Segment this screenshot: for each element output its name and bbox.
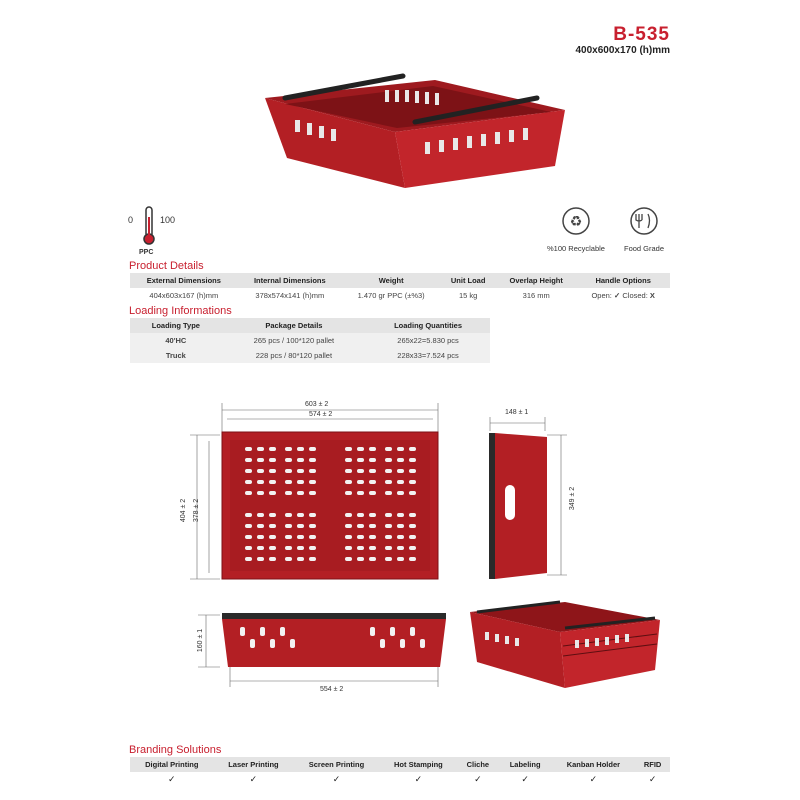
table-row [130,348,490,363]
crate-slot [345,546,352,550]
crate-slot [297,447,304,451]
check-icon: ✓ [414,774,423,784]
crate-slot [269,447,276,451]
loading-type-cell: Truck [130,348,222,363]
branding-digital-printing: Digital Printing [130,757,214,772]
handle-options-value [576,288,670,303]
crate-slot [245,524,252,528]
crate-slot [269,546,276,550]
crate-slot [385,458,392,462]
crate-slot [357,480,364,484]
crate-slot [397,524,404,528]
crate-slot [260,627,265,636]
crate-slot [369,491,376,495]
crate-slot [297,546,304,550]
crate-slot [245,557,252,561]
branding-title: Branding Solutions [129,744,222,756]
crate-slot [409,513,416,517]
branding-labeling: Labeling [499,757,552,772]
crate-slot [269,524,276,528]
dim-inner-depth: 378 ± 2 [193,498,201,523]
crate-slot [385,557,392,561]
crate-slot [245,480,252,484]
crate-slot [409,535,416,539]
dim-side-height: 349 ± 2 [569,486,577,511]
crate-slot [297,469,304,473]
crate-slot [309,557,316,561]
crate-slot [409,557,416,561]
crate-slot [245,491,252,495]
loading-type-cell: 40'HC [130,333,222,348]
crate-slot [257,480,264,484]
branding-screen-printing: Screen Printing [293,757,379,772]
crate-slot [369,546,376,550]
crate-slot [285,458,292,462]
handle-open-mark: ✓ [613,291,621,300]
crate-slot [345,513,352,517]
crate-slot [400,639,405,648]
crate-slot [285,524,292,528]
side-view-drawing [485,415,575,585]
crate-slot [380,639,385,648]
check-icon: ✓ [249,774,258,784]
crate-slot [345,469,352,473]
crate-slot [385,546,392,550]
product-details-title: Product Details [129,260,204,272]
loading-quantity-cell: 228x33=7.524 pcs [366,348,490,363]
crate-slot [297,513,304,517]
weight-value: 1.470 gr PPC (±%3) [357,291,425,300]
crate-slot [397,480,404,484]
dim-front-width: 554 ± 2 [320,686,344,693]
overlap-height-value: 316 mm [522,291,550,300]
crate-slot [309,447,316,451]
header-unit-load: Unit Load [440,273,496,288]
branding-kanban-holder: Kanban Holder [552,757,636,772]
header-package-details: Package Details [222,318,366,333]
crate-slot [409,458,416,462]
crate-slot [370,627,375,636]
table-row [130,333,490,348]
crate-slot [385,513,392,517]
crate-slot [245,458,252,462]
loading-info-title: Loading Informations [129,305,232,317]
package-details-cell: 265 pcs / 100*120 pallet [222,333,366,348]
crate-slot [285,535,292,539]
crate-slot [390,627,395,636]
check-icon: ✓ [332,774,341,784]
handle-open-label: Open: [591,291,612,300]
crate-slot [345,458,352,462]
product-details-table [130,273,670,303]
crate-slot [269,458,276,462]
crate-slot [397,546,404,550]
handle-closed-mark: X [649,291,655,300]
header-handle-options: Handle Options [576,273,670,288]
crate-slot [409,524,416,528]
crate-slot [285,480,292,484]
crate-slot [397,513,404,517]
crate-slot [357,447,364,451]
crate-slot [285,513,292,517]
header-external-dimensions: External Dimensions [130,273,238,288]
crate-slot [409,447,416,451]
crate-slot [297,557,304,561]
crate-slot [297,535,304,539]
crate-slot [309,535,316,539]
crate-slot [269,491,276,495]
crate-slot [345,557,352,561]
crate-slot [385,480,392,484]
crate-slot [369,557,376,561]
product-size: 400x600x170 (h)mm [575,45,670,56]
dim-outer-width: 603 ± 2 [305,401,329,408]
crate-slot [369,480,376,484]
crate-slot [280,627,285,636]
header-loading-quantities: Loading Quantities [366,318,490,333]
crate-slot [345,447,352,451]
crate-slot [309,480,316,484]
crate-slot [245,546,252,550]
crate-slot [269,535,276,539]
crate-slot [369,458,376,462]
crate-slot [297,480,304,484]
header-overlap-height: Overlap Height [496,273,576,288]
crate-slot [357,535,364,539]
crate-slot [385,524,392,528]
crate-slot [285,469,292,473]
crate-slot [297,524,304,528]
crate-slot [397,458,404,462]
thermometer-icon [140,205,158,247]
branding-cliche: Cliche [457,757,499,772]
crate-slot [245,535,252,539]
check-icon: ✓ [648,774,657,784]
crate-slot [269,480,276,484]
crate-slot [345,491,352,495]
crate-hero-image [255,70,575,210]
front-view-drawing [190,605,450,690]
branding-laser-printing: Laser Printing [214,757,294,772]
crate-slot [309,491,316,495]
crate-slot [269,469,276,473]
dim-front-height: 160 ± 1 [197,628,205,653]
internal-dimensions-value: 378x574x141 (h)mm [255,291,325,300]
crate-slot [369,513,376,517]
loading-quantity-cell: 265x22=5.830 pcs [366,333,490,348]
crate-slot [257,491,264,495]
crate-slot [345,480,352,484]
crate-slot [409,480,416,484]
svg-text:♻: ♻ [569,214,583,230]
header-weight: Weight [342,273,440,288]
crate-slot [385,469,392,473]
crate-slot [397,535,404,539]
header-internal-dimensions: Internal Dimensions [238,273,342,288]
branding-table [130,757,670,787]
crate-slot [369,535,376,539]
crate-slot [409,546,416,550]
crate-slot [357,458,364,462]
crate-slot [257,535,264,539]
crate-slot [309,513,316,517]
crate-slot [409,469,416,473]
material-label: PPC [139,249,154,256]
crate-slot [285,491,292,495]
crate-slot [309,458,316,462]
crate-slot [309,524,316,528]
crate-slot [357,513,364,517]
crate-slot [297,491,304,495]
crate-slot [357,546,364,550]
header-loading-type: Loading Type [130,318,222,333]
food-grade-label: Food Grade [623,244,665,253]
crate-slot [369,447,376,451]
crate-slot [409,491,416,495]
crate-slot [357,557,364,561]
crate-slot [285,557,292,561]
crate-slot [357,491,364,495]
crate-slot [257,524,264,528]
check-icon: ✓ [474,774,482,784]
stacked-crates-image [465,600,665,690]
crate-slot [397,557,404,561]
branding-hot-stamping: Hot Stamping [380,757,457,772]
check-icon: ✓ [589,774,598,784]
crate-slot [257,513,264,517]
crate-slot [357,469,364,473]
crate-slot [420,639,425,648]
recyclable-label: %100 Recyclable [547,244,605,253]
crate-slot [245,469,252,473]
crate-slot [385,447,392,451]
temp-low: 0 [128,215,134,225]
crate-slot [240,627,245,636]
crate-slot [410,627,415,636]
crate-slot [257,469,264,473]
crate-slot [285,447,292,451]
temp-high: 100 [160,215,176,225]
crate-slot [285,546,292,550]
check-icon: ✓ [521,774,529,784]
crate-slot [270,639,275,648]
crate-slot [397,447,404,451]
dim-side-width: 148 ± 1 [505,409,529,416]
crate-slot [245,513,252,517]
crate-slot [250,639,255,648]
crate-slot [257,458,264,462]
crate-slot [290,639,295,648]
check-icon: ✓ [168,774,176,784]
top-view-drawing [185,395,450,590]
unit-load-value: 15 kg [458,291,478,300]
crate-slot [269,513,276,517]
dim-inner-width: 574 ± 2 [309,411,333,418]
package-details-cell: 228 pcs / 80*120 pallet [222,348,366,363]
product-code: B-535 [613,24,670,45]
crate-slot [369,524,376,528]
crate-slot [257,546,264,550]
crate-slot [369,469,376,473]
crate-slot [309,546,316,550]
crate-slot [345,524,352,528]
crate-slot [257,447,264,451]
loading-info-table [130,318,490,363]
crate-slot [397,491,404,495]
crate-slot [385,535,392,539]
crate-slot [357,524,364,528]
food-grade-icon [629,206,659,236]
crate-slot [245,447,252,451]
crate-slot [385,491,392,495]
crate-slot [297,458,304,462]
handle-closed-label: Closed: [622,291,648,300]
crate-slot [269,557,276,561]
external-dimensions-value: 404x603x167 (h)mm [149,291,219,300]
crate-slot [397,469,404,473]
crate-slot [345,535,352,539]
recycle-icon [561,206,591,236]
crate-slot [257,557,264,561]
branding-rfid: RFID [635,757,670,772]
crate-slot [309,469,316,473]
dim-outer-depth: 404 ± 2 [180,498,188,523]
